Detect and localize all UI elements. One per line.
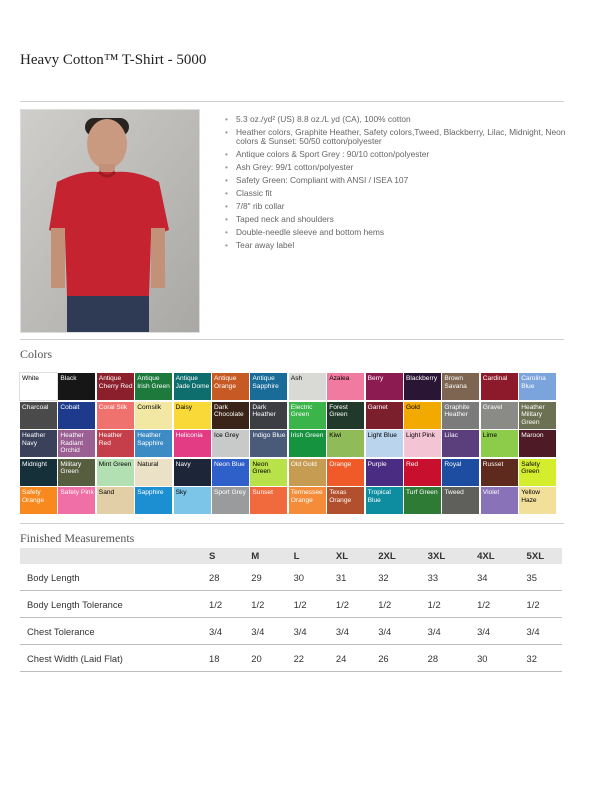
color-swatch-grid bbox=[20, 373, 560, 516]
measurement-row bbox=[20, 591, 562, 618]
color-swatch[interactable]: Tropical Blue bbox=[366, 487, 403, 514]
color-swatch[interactable]: Kiwi bbox=[327, 430, 364, 457]
color-swatch[interactable]: Tennessee Orange bbox=[289, 487, 326, 514]
measurement-value: 29 bbox=[237, 564, 279, 591]
color-swatch[interactable]: Coral Silk bbox=[97, 402, 134, 429]
color-swatch[interactable]: Mint Green bbox=[97, 459, 134, 486]
measurements-table bbox=[20, 548, 562, 672]
color-swatch[interactable]: Irish Green bbox=[289, 430, 326, 457]
measurement-value: 20 bbox=[237, 645, 279, 672]
color-swatch[interactable]: Heather Red bbox=[97, 430, 134, 457]
color-swatch[interactable]: Purple bbox=[366, 459, 403, 486]
color-swatch[interactable]: Heliconia bbox=[174, 430, 211, 457]
size-header: M bbox=[237, 548, 279, 564]
color-swatch[interactable]: Safety Pink bbox=[58, 487, 95, 514]
measurement-value: 1/2 bbox=[195, 591, 237, 618]
colors-divider bbox=[20, 339, 564, 340]
color-swatch[interactable]: Heather Radiant Orchid bbox=[58, 430, 95, 457]
feature-list bbox=[222, 115, 576, 254]
size-header: 5XL bbox=[513, 548, 563, 564]
color-swatch[interactable]: Blackberry bbox=[404, 373, 441, 400]
color-swatch[interactable]: Graphite Heather bbox=[442, 402, 479, 429]
measurement-value: 30 bbox=[463, 645, 512, 672]
measurement-label: Body Length bbox=[20, 564, 195, 591]
measurement-row bbox=[20, 645, 562, 672]
color-swatch[interactable]: Neon Blue bbox=[212, 459, 249, 486]
size-header: S bbox=[195, 548, 237, 564]
color-swatch[interactable]: Yellow Haze bbox=[519, 487, 556, 514]
measurements-heading: Finished Measurements bbox=[20, 531, 135, 545]
feature-item: • Ash Grey: 99/1 cotton/polyester bbox=[236, 163, 576, 173]
feature-item: • Tear away label bbox=[236, 241, 576, 251]
feature-item: • 5.3 oz./yd² (US) 8.8 oz./L yd (CA), 100% cotton bbox=[236, 115, 576, 125]
product-photo bbox=[20, 109, 200, 333]
title-divider bbox=[20, 101, 564, 102]
color-swatch[interactable]: Sapphire bbox=[135, 487, 172, 514]
measurement-value: 28 bbox=[414, 645, 463, 672]
colors-heading: Colors bbox=[20, 347, 53, 361]
color-swatch[interactable]: Ice Grey bbox=[212, 430, 249, 457]
measurement-value: 1/2 bbox=[280, 591, 322, 618]
measurement-value: 31 bbox=[322, 564, 364, 591]
color-swatch[interactable]: Heather Navy bbox=[20, 430, 57, 457]
color-swatch[interactable]: Red bbox=[404, 459, 441, 486]
measurement-value: 1/2 bbox=[322, 591, 364, 618]
color-swatch[interactable]: Safety Green bbox=[519, 459, 556, 486]
color-swatch[interactable]: Old Gold bbox=[289, 459, 326, 486]
product-title: Heavy Cotton™ T-Shirt - 5000 bbox=[20, 52, 207, 68]
color-swatch[interactable]: Brown Savana bbox=[442, 373, 479, 400]
feature-item: • Classic fit bbox=[236, 189, 576, 199]
color-swatch[interactable]: Carolina Blue bbox=[519, 373, 556, 400]
measurement-value: 34 bbox=[463, 564, 512, 591]
measurement-value: 18 bbox=[195, 645, 237, 672]
color-swatch[interactable]: Neon Green bbox=[250, 459, 287, 486]
color-swatch[interactable]: Orange bbox=[327, 459, 364, 486]
size-header: 2XL bbox=[364, 548, 413, 564]
color-swatch[interactable]: Sport Grey bbox=[212, 487, 249, 514]
color-swatch[interactable]: Tweed bbox=[442, 487, 479, 514]
measurement-value: 3/4 bbox=[195, 618, 237, 645]
color-swatch[interactable]: Daisy bbox=[174, 402, 211, 429]
measurement-value: 1/2 bbox=[364, 591, 413, 618]
measurements-divider bbox=[20, 523, 564, 524]
color-swatch[interactable]: Azalea bbox=[327, 373, 364, 400]
color-swatch[interactable]: Garnet bbox=[366, 402, 403, 429]
measurement-value: 28 bbox=[195, 564, 237, 591]
measurement-value: 30 bbox=[280, 564, 322, 591]
feature-item: • Antique colors & Sport Grey : 90/10 cotton/polyester bbox=[236, 150, 576, 160]
color-swatch[interactable]: Cobalt bbox=[58, 402, 95, 429]
color-swatch[interactable]: Natural bbox=[135, 459, 172, 486]
color-swatch[interactable]: Cardinal bbox=[481, 373, 518, 400]
measurement-value: 33 bbox=[414, 564, 463, 591]
color-swatch[interactable]: Sunset bbox=[250, 487, 287, 514]
measurement-value: 3/4 bbox=[513, 618, 563, 645]
measurement-label: Chest Tolerance bbox=[20, 618, 195, 645]
header-blank bbox=[20, 548, 195, 564]
measurement-label: Chest Width (Laid Flat) bbox=[20, 645, 195, 672]
color-swatch[interactable]: Dark Chocolate bbox=[212, 402, 249, 429]
measurement-value: 1/2 bbox=[237, 591, 279, 618]
measurement-value: 1/2 bbox=[414, 591, 463, 618]
color-swatch[interactable]: Light Blue bbox=[366, 430, 403, 457]
color-swatch[interactable]: Heather Military Green bbox=[519, 402, 556, 429]
feature-item: • Safety Green: Compliant with ANSI / ISEA 107 bbox=[236, 176, 576, 186]
color-swatch[interactable]: Antique Jade Dome bbox=[174, 373, 211, 400]
color-swatch[interactable]: Violet bbox=[481, 487, 518, 514]
color-swatch[interactable]: White bbox=[20, 373, 57, 400]
color-swatch[interactable]: Lime bbox=[481, 430, 518, 457]
feature-item: • Heather colors, Graphite Heather, Safety colors,Tweed, Blackberry, Lilac, Midnight, Neon colors & Sunset: 50/50 cotton/polyester bbox=[236, 128, 576, 147]
color-swatch[interactable]: Antique Irish Green bbox=[135, 373, 172, 400]
color-swatch[interactable]: Gravel bbox=[481, 402, 518, 429]
color-swatch[interactable]: Gold bbox=[404, 402, 441, 429]
measurement-row bbox=[20, 618, 562, 645]
measurement-value: 1/2 bbox=[463, 591, 512, 618]
color-swatch[interactable]: Dark Heather bbox=[250, 402, 287, 429]
measurement-row bbox=[20, 564, 562, 591]
measurement-value: 24 bbox=[322, 645, 364, 672]
measurement-label: Body Length Tolerance bbox=[20, 591, 195, 618]
color-swatch[interactable]: Antique Sapphire bbox=[250, 373, 287, 400]
color-swatch[interactable]: Forest Green bbox=[327, 402, 364, 429]
color-swatch[interactable]: Lilac bbox=[442, 430, 479, 457]
color-swatch[interactable]: Antique Orange bbox=[212, 373, 249, 400]
color-swatch[interactable]: Navy bbox=[174, 459, 211, 486]
size-header: XL bbox=[322, 548, 364, 564]
color-swatch[interactable]: Military Green bbox=[58, 459, 95, 486]
measurement-value: 3/4 bbox=[237, 618, 279, 645]
color-swatch[interactable]: Black bbox=[58, 373, 95, 400]
measurement-value: 32 bbox=[513, 645, 563, 672]
measurement-value: 3/4 bbox=[414, 618, 463, 645]
color-swatch[interactable]: Ash bbox=[289, 373, 326, 400]
feature-item: • 7/8" rib collar bbox=[236, 202, 576, 212]
color-swatch[interactable]: Russet bbox=[481, 459, 518, 486]
measurement-value: 3/4 bbox=[463, 618, 512, 645]
measurement-value: 35 bbox=[513, 564, 563, 591]
color-swatch[interactable]: Charcoal bbox=[20, 402, 57, 429]
color-swatch[interactable]: Turf Green bbox=[404, 487, 441, 514]
size-header-row bbox=[20, 548, 562, 564]
color-swatch[interactable]: Heather Sapphire bbox=[135, 430, 172, 457]
color-swatch[interactable]: Safety Orange bbox=[20, 487, 57, 514]
color-swatch[interactable]: Texas Orange bbox=[327, 487, 364, 514]
color-swatch[interactable]: Electric Green bbox=[289, 402, 326, 429]
measurement-value: 3/4 bbox=[364, 618, 413, 645]
size-header: 4XL bbox=[463, 548, 512, 564]
color-swatch[interactable]: Berry bbox=[366, 373, 403, 400]
color-swatch[interactable]: Light Pink bbox=[404, 430, 441, 457]
color-swatch[interactable]: Sand bbox=[97, 487, 134, 514]
measurement-value: 3/4 bbox=[280, 618, 322, 645]
size-header: 3XL bbox=[414, 548, 463, 564]
feature-item: • Double-needle sleeve and bottom hems bbox=[236, 228, 576, 238]
color-swatch[interactable]: Cornsilk bbox=[135, 402, 172, 429]
color-swatch[interactable]: Maroon bbox=[519, 430, 556, 457]
model-illustration bbox=[21, 110, 199, 332]
color-swatch[interactable]: Indigo Blue bbox=[250, 430, 287, 457]
measurement-value: 26 bbox=[364, 645, 413, 672]
measurement-value: 1/2 bbox=[513, 591, 563, 618]
color-swatch[interactable]: Sky bbox=[174, 487, 211, 514]
color-swatch[interactable]: Antique Cherry Red bbox=[97, 373, 134, 400]
color-swatch[interactable]: Royal bbox=[442, 459, 479, 486]
feature-item: • Taped neck and shoulders bbox=[236, 215, 576, 225]
measurement-value: 3/4 bbox=[322, 618, 364, 645]
measurement-value: 32 bbox=[364, 564, 413, 591]
measurement-value: 22 bbox=[280, 645, 322, 672]
color-swatch[interactable]: Midnight bbox=[20, 459, 57, 486]
size-header: L bbox=[280, 548, 322, 564]
